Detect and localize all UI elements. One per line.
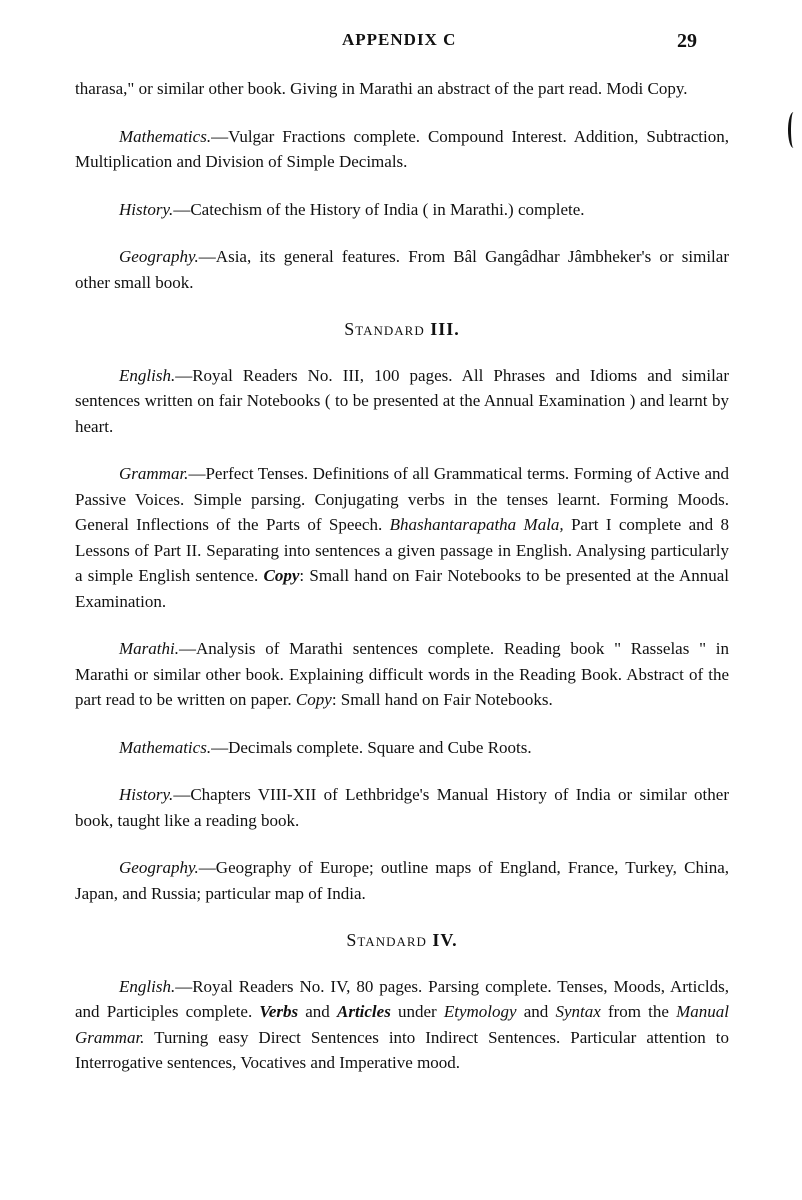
intro-text: tharasa," or similar other book. Giving in Marathi an abstract of the part read. Modi Copy. — [75, 79, 688, 98]
paragraph-text: Part I complete and 8 Lessons of Part II. Separating into sentences a given passage in English. Analysing particularly a simple English sentence. — [75, 515, 729, 585]
subject-label: Geography. — [119, 858, 199, 877]
keyword-verbs: Verbs — [259, 1002, 299, 1021]
std3-history-paragraph — [75, 782, 729, 833]
std3-grammar-paragraph — [75, 461, 729, 614]
page-header — [0, 30, 802, 60]
standard-iv-heading — [75, 928, 729, 954]
subject-label: Mathematics. — [119, 737, 212, 757]
page-edge-mark — [788, 112, 799, 148]
page-body — [75, 76, 729, 1098]
paragraph-text: —Royal Readers No. IV, 80 pages. Parsing complete. Tenses, Moods, Articlds, and Participles complete. — [75, 976, 729, 1021]
intro-paragraph — [75, 76, 729, 102]
book-title: Bhashantarapatha Mala, — [389, 515, 564, 534]
paragraph-text: under — [390, 1002, 444, 1021]
std4-english-paragraph — [75, 974, 729, 1076]
page-number: 29 — [677, 30, 697, 52]
heading-number: III. — [430, 319, 460, 339]
subject-label: History. — [119, 785, 174, 804]
std2-geography-paragraph — [75, 244, 729, 295]
subject-label: Mathematics. — [119, 126, 212, 146]
paragraph-text: —Decimals complete. Square and Cube Roots. — [211, 737, 532, 757]
copy-label: Copy — [263, 566, 300, 585]
subject-label: Grammar. — [119, 464, 189, 483]
paragraph-text: —Catechism of the History of India ( in Marathi.) complete. — [173, 199, 585, 219]
running-title: APPENDIX C — [342, 30, 457, 49]
copy-label: Copy — [295, 690, 332, 709]
subject-label: English. — [119, 365, 176, 385]
paragraph-text: : Small hand on Fair Notebooks. — [331, 690, 553, 709]
paragraph-text: and — [298, 1002, 337, 1021]
paragraph-text: —Chapters VIII-XII of Lethbridge's Manual History of India or similar other book, taught like a reading book. — [75, 785, 729, 830]
paragraph-text: —Geography of Europe; outline maps of England, France, Turkey, China, Japan, and Russia; particular map of India. — [75, 858, 729, 903]
subject-label: Geography. — [119, 247, 199, 266]
book-title: Manual Grammar. — [75, 1002, 729, 1047]
paragraph-text: —Vulgar Fractions complete. Compound Interest. Addition, Subtraction, Multiplication and Division of Simple Decimals. — [75, 126, 729, 171]
std3-mathematics-paragraph — [75, 735, 729, 761]
paragraph-text: and — [516, 1002, 556, 1021]
paragraph-text: —Asia, its general features. From Bâl Gangâdhar Jâmbheker's or similar other small book. — [75, 247, 729, 292]
std3-english-paragraph — [75, 363, 729, 440]
subject-label: History. — [119, 199, 174, 219]
subject-label: English. — [119, 976, 176, 996]
heading-word: Standard — [346, 930, 427, 950]
keyword-articles: Articles — [336, 1002, 391, 1021]
keyword-syntax: Syntax — [555, 1002, 601, 1021]
std2-history-paragraph — [75, 197, 729, 223]
paragraph-text: : Small hand on Fair Notebooks to be presented at the Annual Examination. — [75, 566, 729, 611]
subject-label: Marathi. — [119, 639, 179, 658]
std2-mathematics-paragraph — [75, 124, 729, 175]
paragraph-text: Turning easy Direct Sentences into Indirect Sentences. Particular attention to Interrogative sentences, Vocatives and Imperative mood. — [75, 1027, 729, 1072]
standard-iii-heading — [75, 317, 729, 343]
heading-word: Standard — [344, 319, 425, 339]
paragraph-text: from the — [600, 1002, 677, 1021]
keyword-etymology: Etymology — [443, 1002, 517, 1021]
std3-marathi-paragraph — [75, 636, 729, 713]
std3-geography-paragraph — [75, 855, 729, 906]
heading-number: IV. — [432, 930, 458, 950]
paragraph-text: —Analysis of Marathi sentences complete. Reading book " Rasselas " in Marathi or similar other book. Explaining difficult words in the Reading Book. Abstract of the part read to be written on paper. — [75, 639, 729, 709]
paragraph-text: —Perfect Tenses. Definitions of all Grammatical terms. Forming of Active and Passive Voices. Simple parsing. Conjugating verbs in the tenses learnt. Forming Moods. General Inflections of the Parts of Speech. — [75, 464, 729, 534]
paragraph-text: —Royal Readers No. III, 100 pages. All Phrases and Idioms and similar sentences written on fair Notebooks ( to be presented at the Annual Examination ) and learnt by heart. — [75, 365, 729, 436]
